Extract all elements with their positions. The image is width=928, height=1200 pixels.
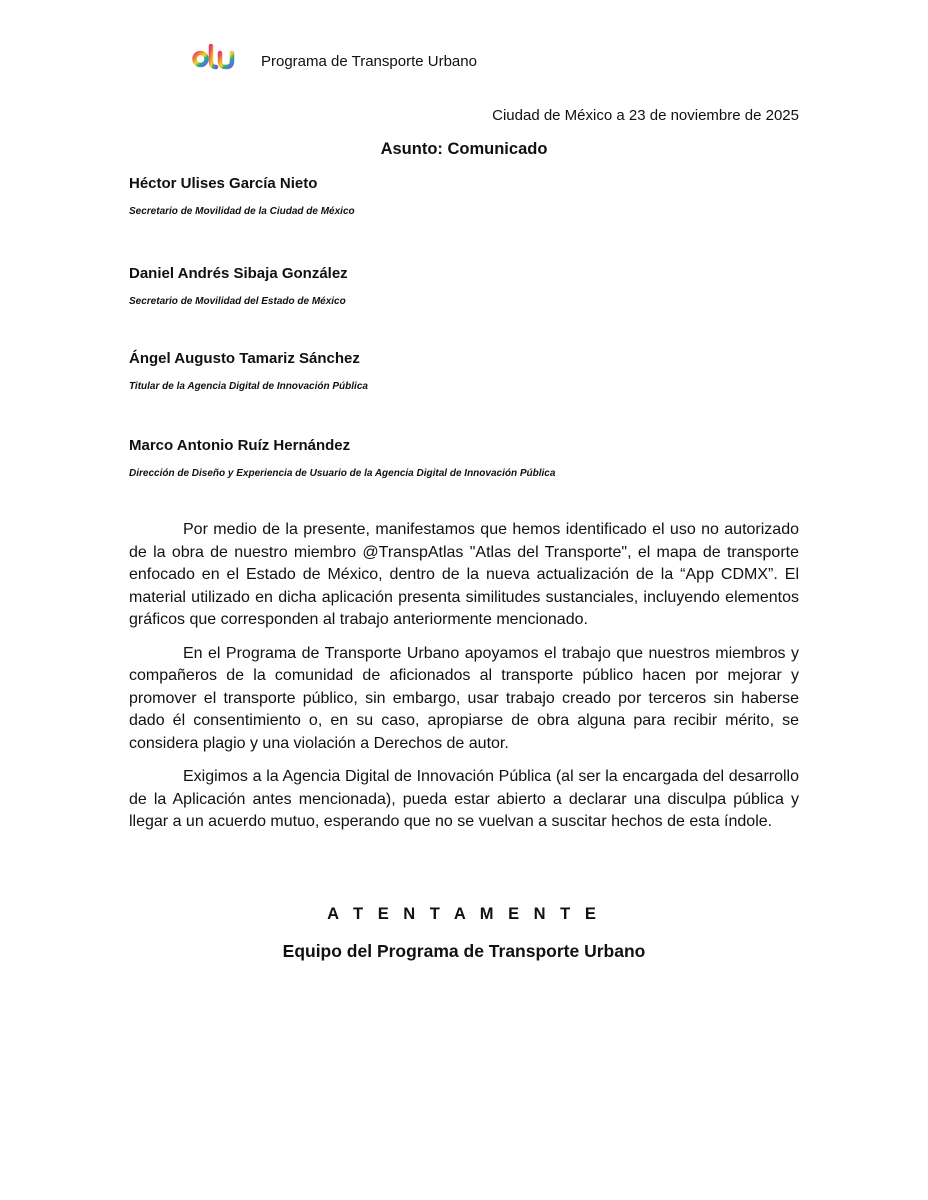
closing: A T E N T A M E N T E <box>327 905 601 923</box>
recipient-block <box>129 350 368 392</box>
recipient-name: Daniel Andrés Sibaja González <box>129 265 348 282</box>
recipient-block <box>129 175 355 217</box>
recipient-block <box>129 265 348 307</box>
recipient-role: Secretario de Movilidad de la Ciudad de México <box>129 206 355 217</box>
ptu-logo <box>191 42 235 78</box>
recipient-name: Marco Antonio Ruíz Hernández <box>129 437 351 454</box>
letter-subject: Asunto: Comunicado <box>380 140 548 158</box>
body-paragraph: Por medio de la presente, manifestamos que hemos identificado el uso no autorizado de la obra de nuestro miembro @TranspAtlas "Atlas del Transporte", el mapa de transporte enfocado en el Estado de México, dentro de la nueva actualización de la “App CDMX”. El material utilizado en dicha aplicación presenta similitudes sustanciales, incluyendo elementos gráficos que corresponden al trabajo anteriormente mencionado. <box>129 521 799 628</box>
recipient-role: Titular de la Agencia Digital de Innovación Pública <box>129 381 368 392</box>
body-paragraph: Exigimos a la Agencia Digital de Innovación Pública (al ser la encargada del desarrollo de la Aplicación antes mencionada), pueda estar abierto a declarar una disculpa pública y llegar a un acuerdo mutuo, esperando que no se vuelvan a suscitar hechos de esta índole. <box>129 768 799 830</box>
body-paragraph: En el Programa de Transporte Urbano apoyamos el trabajo que nuestros miembros y compañeros de la comunidad de aficionados al transporte público hacen por mejorar y promover el transporte público, sin embargo, usar trabajo creado por terceros sin haberse dado él consentimiento o, en su caso, apropiarse de obra alguna para recibir mérito, se considera plagio y una violación a Derechos de autor. <box>129 644 799 752</box>
recipient-block <box>129 437 555 479</box>
recipient-role: Secretario de Movilidad del Estado de México <box>129 296 346 307</box>
recipient-name: Ángel Augusto Tamariz Sánchez <box>129 350 360 367</box>
signature: Equipo del Programa de Transporte Urbano <box>282 941 646 961</box>
recipient-name: Héctor Ulises García Nieto <box>129 175 318 192</box>
letter-date: Ciudad de México a 23 de noviembre de 2025 <box>492 107 799 124</box>
recipient-role: Dirección de Diseño y Experiencia de Usuario de la Agencia Digital de Innovación Pública <box>129 468 556 479</box>
org-name: Programa de Transporte Urbano <box>261 53 477 70</box>
letter-body <box>129 519 799 845</box>
